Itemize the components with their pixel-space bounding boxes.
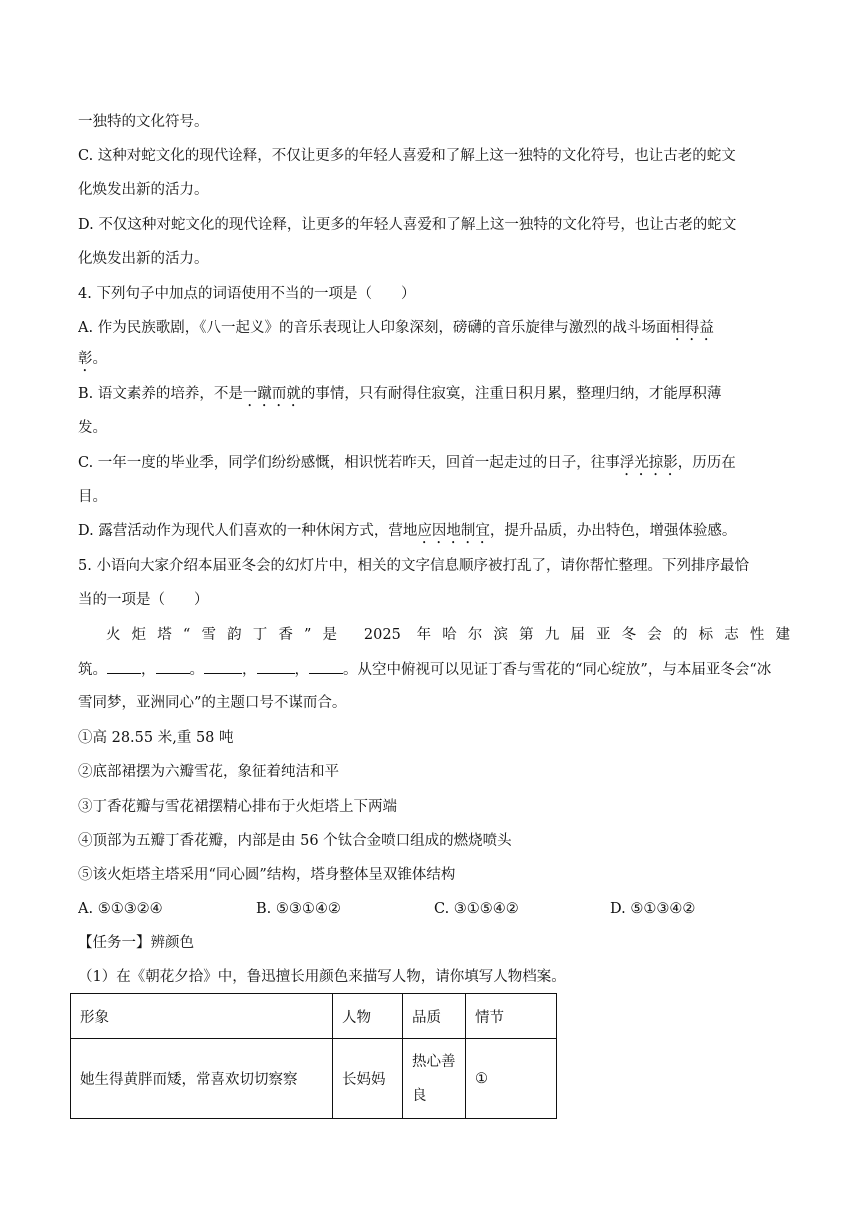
q5-passage-text: 筑。 — [78, 662, 107, 678]
q5-stem-line1: 5. 小语向大家介绍本届亚冬会的幻灯片中，相关的文字信息顺序被打乱了，请你帮忙整理。下列排序最恰 — [78, 558, 749, 574]
q4-option-b-line2: 发。 — [78, 420, 107, 436]
answer-blank[interactable] — [107, 659, 141, 674]
table-cell-answer[interactable]: ① — [466, 1039, 557, 1119]
q3-option-c-line2: 化焕发出新的活力。 — [78, 182, 209, 198]
q3-option-d-line2: 化焕发出新的活力。 — [78, 251, 209, 267]
q4-c-text-post: ，历历在 — [677, 455, 736, 471]
q3-option-c-line1: C. 这种对蛇文化的现代诠释，不仅让更多的年轻人喜爱和了解上这一独特的文化符号，也让古老的蛇文 — [78, 148, 736, 164]
q5-item-3: ③丁香花瓣与雪花裙摆精心排布于火炬塔上下两端 — [78, 799, 397, 815]
q4-a-period: 。 — [92, 351, 107, 367]
q4-a-dotted-word-end: 彰 — [78, 351, 93, 367]
q4-option-a-line1 — [78, 318, 790, 344]
answer-blank[interactable] — [156, 659, 190, 674]
q5-option-c[interactable]: C. ③①⑤④② — [434, 901, 519, 917]
q4-c-text: C. 一年一度的毕业季，同学们纷纷感慨，相识恍若昨天，回首一起走过的日子，往事 — [78, 455, 620, 471]
table-cell: 她生得黄胖而矮，常喜欢切切察察 — [71, 1039, 333, 1119]
q3-option-d-line1: D. 不仅这种对蛇文化的现代诠释，让更多的年轻人喜爱和了解上这一独特的文化符号，也让古老的蛇文 — [78, 217, 737, 233]
q5-options-row — [78, 899, 790, 919]
table-cell — [403, 1039, 466, 1119]
table-cell: 长妈妈 — [333, 1039, 403, 1119]
q4-d-text-post: ，提升品质，办出特色，增强体验感。 — [489, 523, 737, 539]
q4-b-dotted-word: 一蹴而就 — [242, 386, 301, 402]
answer-blank[interactable] — [257, 659, 295, 674]
q5-item-4: ④顶部为五瓣丁香花瓣，内部是由 56 个钛合金喷口组成的燃烧喷头 — [78, 833, 512, 849]
table-header-cell: 品质 — [403, 994, 466, 1039]
q5-option-d[interactable]: D. ⑤①③④② — [610, 901, 696, 917]
q5-passage-line3: 雪同梦，亚洲同心”的主题口号不谋而合。 — [78, 695, 347, 711]
q5-passage-line2: 筑。 ， 。 ， ， 。从空中俯视可以见证丁香与雪花的“同心绽放”，与本届亚冬会“冰 — [78, 659, 790, 680]
table-header-row — [71, 994, 557, 1039]
q4-option-c-line1 — [78, 453, 790, 479]
q5-option-b[interactable]: B. ⑤③①④② — [256, 901, 341, 917]
q4-d-text: D. 露营活动作为现代人们喜欢的一种休闲方式，营地 — [78, 523, 418, 539]
q4-option-b-line1 — [78, 384, 790, 410]
table-header-cell: 形象 — [71, 994, 333, 1039]
table-header-cell: 情节 — [466, 994, 557, 1039]
q5-passage-text-post: 。从空中俯视可以见证丁香与雪花的“同心绽放”，与本届亚冬会“冰 — [343, 662, 772, 678]
q5-stem-line2: 当的一项是（ ） — [78, 592, 209, 608]
q4-b-text-post: 的事情，只有耐得住寂寞，注重日积月累，整理归纳，才能厚积薄 — [300, 386, 722, 402]
q5-item-5: ⑤该火炬塔主塔采用“同心圆”结构，塔身整体呈双锥体结构 — [78, 867, 456, 883]
q5-item-2: ②底部裙摆为六瓣雪花，象征着纯洁和平 — [78, 764, 339, 780]
q5-option-a[interactable]: A. ⑤①③②④ — [78, 901, 163, 917]
table-cell-text: 热心善良 — [412, 1053, 456, 1104]
q4-option-d — [78, 521, 790, 547]
q4-option-a-line2 — [78, 349, 790, 375]
table-header-cell: 人物 — [333, 994, 403, 1039]
task1-instruction: （1）在《朝花夕拾》中，鲁迅擅长用颜色来描写人物，请你填写人物档案。 — [78, 969, 566, 985]
q4-d-dotted-word: 应因地制宜 — [417, 523, 490, 539]
q5-passage-line1: 火炬塔“雪韵丁香”是 2025 年哈尔滨第九届亚冬会的标志性建 — [106, 627, 790, 643]
answer-blank[interactable] — [309, 659, 343, 674]
q4-stem: 4. 下列句子中加点的词语使用不当的一项是（ ） — [78, 286, 416, 302]
character-profile-table — [70, 993, 557, 1119]
q4-c-dotted-word: 浮光掠影 — [619, 455, 678, 471]
answer-blank[interactable] — [204, 659, 242, 674]
text-line: 一独特的文化符号。 — [78, 114, 209, 130]
q4-a-dotted-word: 相得益 — [670, 320, 714, 336]
task1-title: 【任务一】辨颜色 — [78, 935, 194, 951]
q4-b-text: B. 语文素养的培养，不是 — [78, 386, 243, 402]
q5-item-1: ①高 28.55 米,重 58 吨 — [78, 730, 234, 746]
q4-a-text: A. 作为民族歌剧，《八一起义》的音乐表现让人印象深刻，磅礴的音乐旋律与激烈的战斗场面 — [78, 320, 671, 336]
q4-option-c-line2: 目。 — [78, 489, 107, 505]
table-row — [71, 1039, 557, 1119]
